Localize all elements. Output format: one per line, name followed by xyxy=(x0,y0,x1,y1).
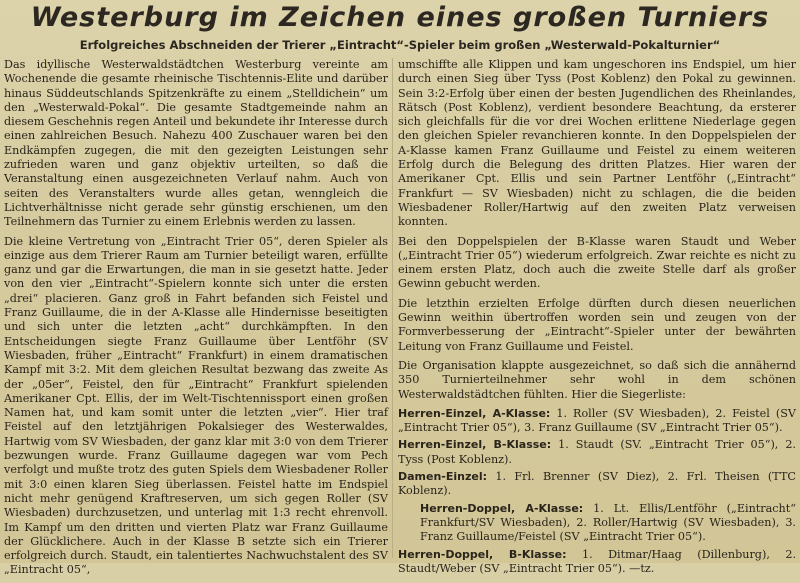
right-column xyxy=(398,58,796,579)
result-category: Damen-Einzel: xyxy=(398,470,488,484)
result-category: Herren-Einzel, B-Klasse: xyxy=(398,438,552,452)
headline: Westerburg im Zeichen eines großen Turniers xyxy=(30,2,770,33)
result-text: 1. Lt. Ellis/Lentföhr („Eintracht“ Frankfurt/SV Wiesbaden), 2. Roller/Hartwig (SV Wiesbaden), 3. Franz Guillaume/Feistel (SV „Eintracht Trier 05“). xyxy=(420,501,796,544)
result-category: Herren-Doppel, A-Klasse: xyxy=(420,501,584,515)
result-text: 1. Ditmar/Haag (Dillenburg), 2. Staudt/Weber (SV „Eintracht Trier 05“). —tz. xyxy=(398,547,796,575)
article-paragraph: Die kleine Vertretung von „Eintracht Trier 05“, deren Spieler als einzige aus dem Trierer Raum am Turnier beteiligt waren, erfüllte ganz und gar die Erwartungen, die man in sie gesetzt hatte. Jeder von den vier „Eintracht“-Spielern konnte sich unter die ersten „drei“ placieren. Ganz groß in Fahrt befanden sich Feistel und Franz Guillaume, die in der A-Klasse alle Hindernisse beseitigten und sich unter die letzten „acht“ durchkämpften. In den Entscheidungen siegte Franz Guillaume über Lentföhr (SV Wiesbaden, früher „Eintracht“ Frankfurt) in einem dramatischen Kampf mit 3:2. Mit dem gleichen Resultat bezwang das zweite As der „05er“, Feistel, den für „Eintracht“ Frankfurt spielenden Amerikaner Cpt. Ellis, der im Welt-Tischtennissport einen großen Namen hat, und kam somit unter die letzten „vier“. Hier traf Feistel auf den letztjährigen Pokalsieger des Westerwaldes, Hartwig vom SV Wiesbaden, der ganz klar mit 3:0 von dem Trierer bezwungen wurde. Franz Guillaume dagegen war vom Pech verfolgt und mußte trotz des guten Spiels dem Wiesbadener Roller mit 3:0 einen klaren Sieg überlassen. Feistel hatte im Endspiel nicht mehr genügend Kraftreserven, um sich gegen Roller (SV Wiesbaden) durchzusetzen, und unterlag mit 1:3 recht ehrenvoll. Im Kampf um den dritten und vierten Platz war Franz Guillaume der Glücklichere. Auch in der Klasse B setzte sich ein Trierer erfolgreich durch. Staudt, ein talentiertes Nachwuchstalent des SV „Eintracht 05“, xyxy=(4,234,388,577)
subheadline: Erfolgreiches Abschneiden der Trierer „Eintracht“-Spieler beim großen „Westerwald-Pokalturnier“ xyxy=(79,38,721,52)
result-category: Herren-Einzel, A-Klasse: xyxy=(398,406,551,420)
result-entry xyxy=(398,470,796,499)
result-entry xyxy=(398,502,796,545)
left-column xyxy=(4,58,388,583)
result-entry xyxy=(398,407,796,436)
article-paragraph: Die letzthin erzielten Erfolge dürften durch diesen neuerlichen Gewinn weithin übertroffen worden sein und zeugen von der Formverbesserung der „Eintracht“-Spieler unter der bewährten Leitung von Franz Guillaume und Feistel. xyxy=(398,296,796,353)
result-category: Herren-Doppel, B-Klasse: xyxy=(398,547,567,561)
result-entry xyxy=(398,438,796,467)
result-text: 1. Roller (SV Wiesbaden), 2. Feistel (SV „Eintracht Trier 05“), 3. Franz Guillaume (SV „Eintracht Trier 05“). xyxy=(398,406,796,435)
article-paragraph: umschiffte alle Klippen und kam ungeschoren ins Endspiel, um hier durch einen Sieg über Tyss (Post Koblenz) den Pokal zu gewinnen. Sein 3:2-Erfolg über einen der besten Jugendlichen des Rheinlandes, Rätsch (Post Koblenz), verdient besondere Beachtung, da ersterer sich gleichfalls für die vor drei Wochen erlittene Niederlage gegen den gleichen Spieler revanchieren konnte. In den Doppelspielen der A-Klasse kamen Franz Guillaume und Feistel zu einem weiteren Erfolg durch die Belegung des dritten Platzes. Hier waren der Amerikaner Cpt. Ellis und sein Partner Lentföhr („Eintracht“ Frankfurt — SV Wiesbaden) nicht zu schlagen, die die beiden Wiesbadener Roller/Hartwig auf den zweiten Platz verweisen konnten. xyxy=(398,58,796,229)
article-paragraph: Bei den Doppelspielen der B-Klasse waren Staudt und Weber („Eintracht Trier 05“) wiederum erfolgreich. Zwar reichte es nicht zu einem ersten Platz, doch auch die zweite Stelle darf als großer Gewinn gebucht werden. xyxy=(398,234,796,291)
result-text: 1. Frl. Brenner (SV Diez), 2. Frl. Theisen (TTC Koblenz). xyxy=(398,470,796,498)
article-paragraph: Das idyllische Westerwaldstädtchen Westerburg vereinte am Wochenende die gesamte rheinische Tischtennis-Elite und darüber hinaus Süddeutschlands Spitzenkräfte zu einem „Stelldichein“ um den „Westerwald-Pokal“. Die gesamte Stadtgemeinde nahm an diesem Geschehnis regen Anteil und bekundete ihr Interesse durch einen zahlreichen Besuch. Nahezu 400 Zuschauer waren bei den Endkämpfen zugegen, die mit den gezeigten Leistungen sehr zufrieden waren und ganz objektiv urteilten, so daß die Veranstaltung einen ausgezeichneten Verlauf nahm. Auch von seiten des Veranstalters wurde alles getan, wenngleich die Lichtverhältnisse nicht gerade sehr günstig erschienen, um den Teilnehmern das Turnier zu einem Erlebnis werden zu lassen. xyxy=(4,58,388,229)
article-paragraph: Die Organisation klappte ausgezeichnet, so daß sich die annähernd 350 Turnierteilnehmer sehr wohl in dem schönen Westerwaldstädtchen fühlten. Hier die Siegerliste: xyxy=(398,358,796,401)
result-text: 1. Staudt (SV. „Eintracht Trier 05“), 2. Tyss (Post Koblenz). xyxy=(398,438,796,466)
column-divider xyxy=(392,58,393,558)
result-entry xyxy=(398,548,796,577)
